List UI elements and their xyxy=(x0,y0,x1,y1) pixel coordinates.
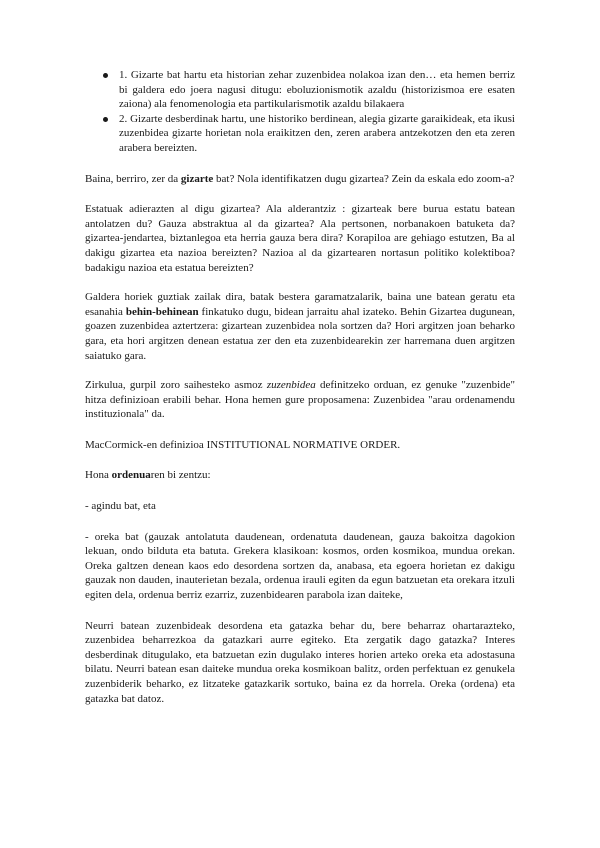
paragraph-estatua: Estatuak adierazten al digu gizartea? Ala alderantziz : gizarteak bere burua estatu batean antolatzen du? Gauza abstraktua al da gizartea? Ala pertsonen, norbanakoen batuketa da? gizartea-jendartea, biztanlegoa eta herria gauza bera dira? Korapiloa are gehiago estutzen, Ba al dakigu gizartea eta nazioa bereizten? Nazioa al da gizartearen nortasun politiko kolektiboa? badakigu nazioa eta estatua bereizten? xyxy=(85,203,515,274)
bullet-dot-icon xyxy=(103,73,108,78)
paragraph-gizarte-question xyxy=(85,172,515,187)
text-run: Hona xyxy=(85,469,112,482)
bullet-item-2 xyxy=(85,112,515,156)
italic-term-zuzenbidea: zuzenbidea xyxy=(266,379,316,392)
text-run: Galdera horiek guztiak zailak dira, batak bestera garamatzalarik, baina une batean geratu eta esanahia xyxy=(85,291,515,318)
text-run: definitzeko orduan, ez genuke "zuzenbide" hitza definizioan erabili behar. Hona hemen gure proposamena: Zuzenbidea "arau ordenamendu instituzionala" da. xyxy=(85,379,516,421)
paragraph-galdera xyxy=(85,290,515,363)
bold-term-gizarte: gizarte xyxy=(180,172,214,185)
bullet-text-2: 2. Gizarte desberdinak hartu, une historiko berdinean, alegia gizarte garaikideak, eta ikusi zuzenbidea gizarte horietan nola eraikitzen den, zeren arabera antzekotzen den eta zeren arabera bereizten. xyxy=(119,112,515,154)
paragraph-oreka: - oreka bat (gauzak antolatuta daudenean, ordenatuta daudenean, gauza bakoitza dagokion lekuan, ondo bilduta eta batuta. Grekera klasikoan: kosmos, orden kosmikoa, mundua orekan. Oreka galtzen denean kaos edo desordena sortzen da, anabasa, eta egoera horietan ez dakigu gauzak non dauden, inauterietan bezala, ordenua irauli egiten da egun batzuetan eta orekara itzuli egiten dela, ordenua berriz ezarriz, zuzenbidearen parabola izan daiteke, xyxy=(85,530,515,602)
numbered-bullet-list xyxy=(85,68,515,156)
paragraph-maccormick: MacCormick-en definizioa INSTITUTIONAL NORMATIVE ORDER. xyxy=(85,438,401,451)
bullet-dot-icon xyxy=(103,117,108,122)
bullet-item-1 xyxy=(85,68,515,112)
text-run: ren bi zentzu: xyxy=(150,469,211,482)
bold-term-behin-behinean: behin-behinean xyxy=(125,305,199,318)
text-run: Baina, berriro, zer da xyxy=(85,172,181,185)
bullet-text-1: 1. Gizarte bat hartu eta historian zehar zuzenbidea nolakoa izan den… eta hemen berriz bi galdera edo joera nagusi ditugu: eboluzionismotik azaldu (historizismoa ere esaten zaiona) ala fenomenologia eta partikularismotik azaldu bilakaera xyxy=(119,69,515,111)
paragraph-neurri: Neurri batean zuzenbideak desordena eta gatazka behar du, bere beharraz ohartarazteko, zuzenbidea beharrezkoa da gatazkari aurre egiteko. Eta zergatik dago gatazka? Interes desberdinak ditugulako, eta batzuetan ezin dugulako interes horien arteko oreka eta adostasuna bilatu. Neurri batean esan daiteke mundua oreka kosmikoan balitz, orden perfektuan ez genukela zuzenbiderik beharko, ez litzateke gatazkarik sortuko, baina ez da horrela. Oreka (ordena) eta gatazka bat datoz. xyxy=(85,619,515,705)
text-run: bat? Nola identifikatzen dugu gizartea? Zein da eskala edo zoom-a? xyxy=(213,172,515,185)
paragraph-zirkulua xyxy=(85,378,515,422)
text-run: Zirkulua, gurpil zoro saihesteko asmoz xyxy=(85,379,267,392)
bold-term-ordenua: ordenua xyxy=(111,469,151,482)
paragraph-agindu: - agindu bat, eta xyxy=(85,500,156,513)
text-run: finkatuko dugu, bidean jarraitu ahal izateko. Behin Gizartea dugunean, goazen zuzenbidea aztertzera: gizartean zuzenbidea nola sortzen da? Hori argitzen joan beharko gara, eta hori argitzen denean estatua zer den eta zuzenbidearekin zer harremana duen argitzen saiatuko gara. xyxy=(85,305,515,362)
paragraph-ordenua xyxy=(85,468,515,483)
